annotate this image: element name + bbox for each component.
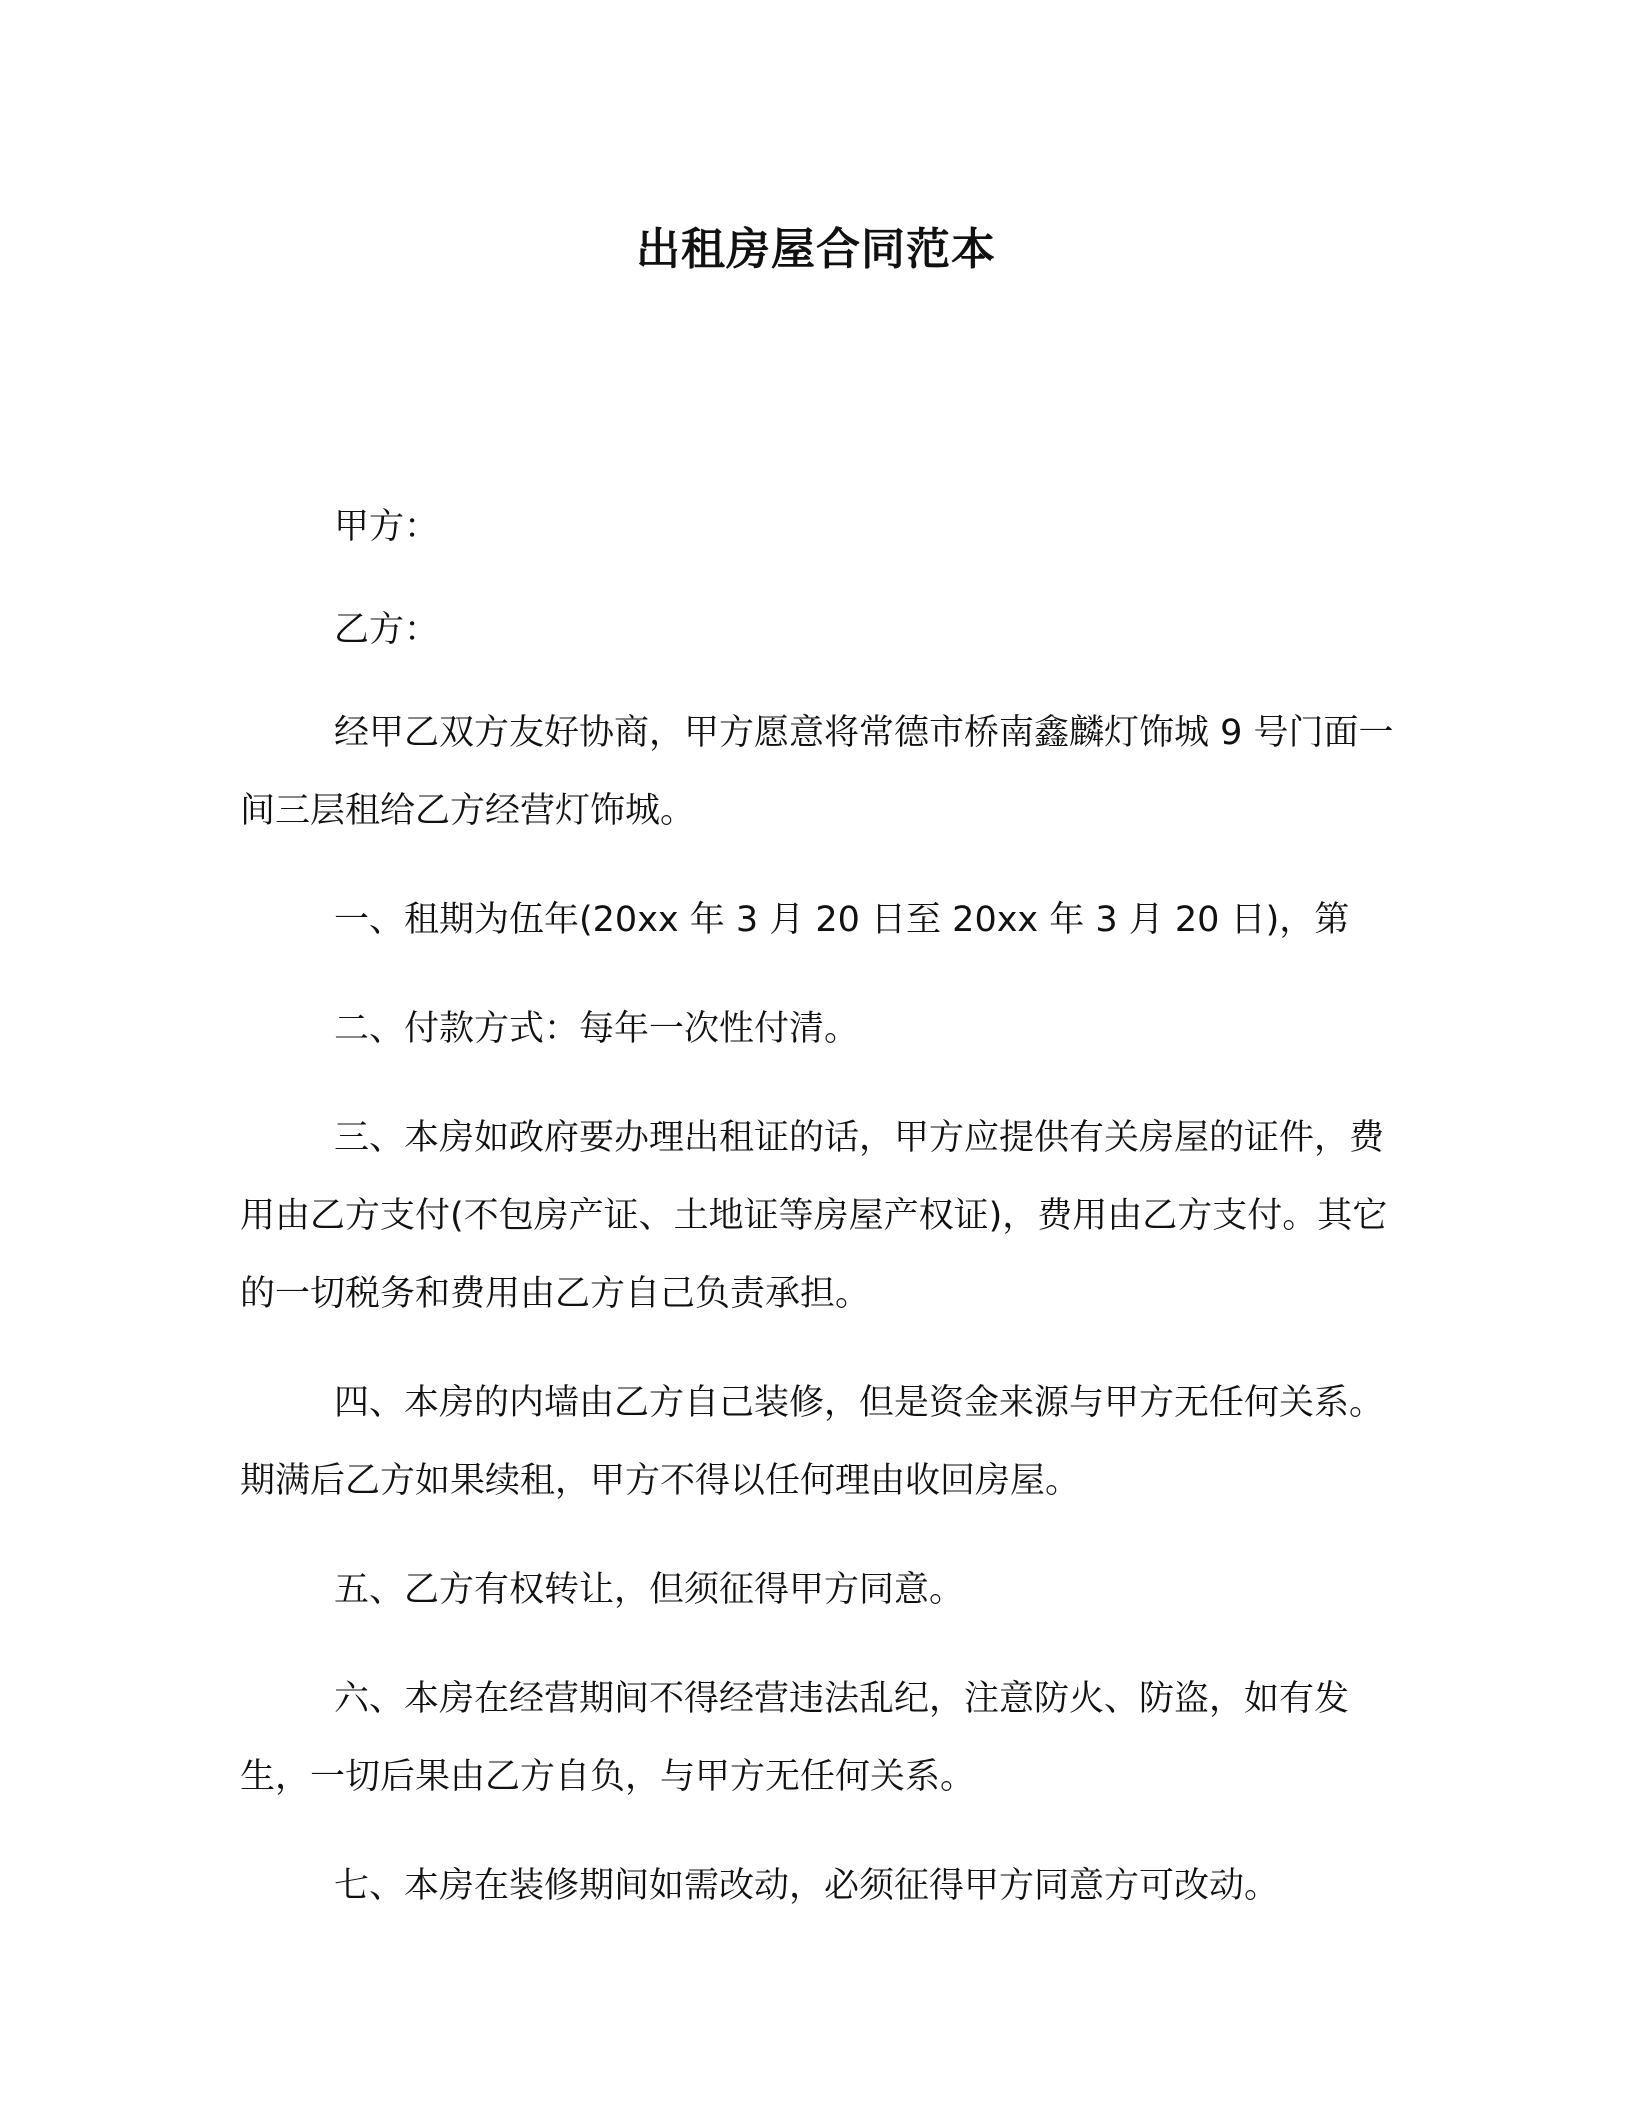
clause-6: 六、本房在经营期间不得经营违法乱纪，注意防火、防盗，如有发生，一切后果由乙方自负，与甲方无任何关系。 <box>240 1679 1350 1797</box>
clause-5: 五、乙方有权转让，但须征得甲方同意。 <box>334 1570 965 1610</box>
clause-4: 四、本房的内墙由乙方自己装修，但是资金来源与甲方无任何关系。期满后乙方如果续租，甲方不得以任何理由收回房屋。 <box>240 1383 1385 1501</box>
clause-2: 二、付款方式：每年一次性付清。 <box>334 1009 860 1049</box>
intro-paragraph: 经甲乙双方友好协商，甲方愿意将常德市桥南鑫麟灯饰城 9 号门面一间三层租给乙方经营灯饰城。 <box>240 713 1394 831</box>
document-title: 出租房屋合同范本 <box>636 224 996 275</box>
clause-1: 一、租期为伍年(20xx 年 3 月 20 日至 20xx 年 3 月 20 日)，第 <box>334 900 1350 940</box>
party-b-line: 乙方： <box>334 610 440 650</box>
party-a-line: 甲方： <box>334 507 440 547</box>
clause-3: 三、本房如政府要办理出租证的话，甲方应提供有关房屋的证件，费用由乙方支付(不包房产证、土地证等房屋产权证)，费用由乙方支付。其它的一切税务和费用由乙方自己负责承担。 <box>240 1118 1388 1314</box>
clause-7: 七、本房在装修期间如需改动，必须征得甲方同意方可改动。 <box>334 1866 1280 1906</box>
document-body <box>240 488 1400 1956</box>
